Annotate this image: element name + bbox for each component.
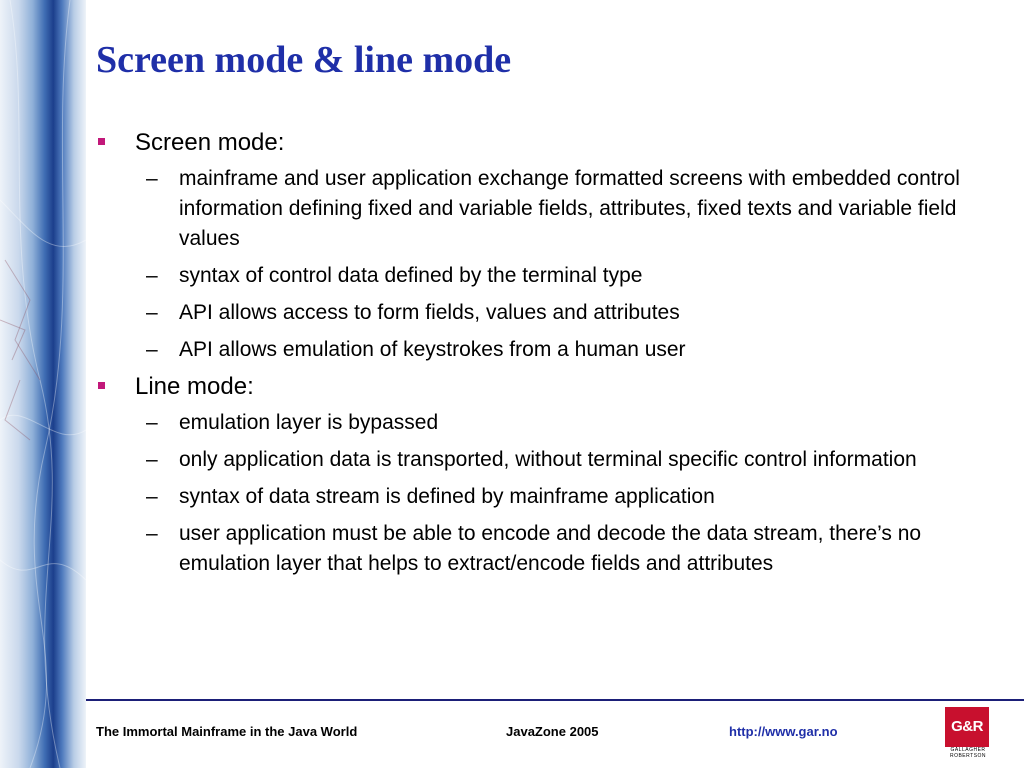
sub-bullet-text: user application must be able to encode and decode the data stream, there’s no emulation layer that helps to extract/encode fields and attributes — [179, 522, 922, 575]
bullet-line-mode — [98, 372, 998, 402]
dash-bullet: – — [146, 522, 158, 545]
slide-title: Screen mode & line mode — [96, 39, 512, 81]
sub-bullet — [98, 519, 979, 579]
sub-bullet-text: only application data is transported, without terminal specific control information — [179, 448, 917, 471]
dash-bullet: – — [146, 411, 158, 434]
sub-bullet — [98, 261, 979, 291]
sub-bullet-text: syntax of control data defined by the terminal type — [179, 264, 643, 287]
square-bullet-icon — [98, 382, 105, 389]
dash-bullet: – — [146, 485, 158, 508]
sub-bullet — [98, 408, 979, 438]
square-bullet-icon — [98, 138, 105, 145]
sub-bullet — [98, 482, 979, 512]
dash-bullet: – — [146, 448, 158, 471]
bullet-screen-mode — [98, 128, 998, 158]
sub-bullet-text: syntax of data stream is defined by mainframe application — [179, 485, 715, 508]
logo-line2: ROBERTSON — [949, 753, 987, 759]
company-logo — [945, 707, 993, 761]
sub-bullet — [98, 335, 979, 365]
footer-event: JavaZone 2005 — [506, 724, 599, 739]
bullet-heading: Line mode: — [135, 373, 254, 400]
sub-bullet-text: mainframe and user application exchange formatted screens with embedded control information defining fixed and variable fields, attributes, fixed texts and variable field values — [179, 167, 960, 250]
abstract-art-icon — [0, 0, 86, 768]
sub-bullet — [98, 164, 979, 254]
footer-link[interactable]: http://www.gar.no — [729, 724, 838, 739]
logo-mark: G&R — [945, 707, 989, 747]
footer-presentation-title: The Immortal Mainframe in the Java World — [96, 724, 358, 739]
slide-body — [98, 128, 998, 586]
dash-bullet: – — [146, 301, 158, 324]
dash-bullet: – — [146, 264, 158, 287]
sub-bullet-text: API allows emulation of keystrokes from a human user — [179, 338, 686, 361]
sub-bullet — [98, 298, 979, 328]
sub-bullet-text: API allows access to form fields, values and attributes — [179, 301, 680, 324]
sub-bullet-text: emulation layer is bypassed — [179, 411, 439, 434]
logo-line1: GALLAGHER — [950, 747, 986, 753]
sub-bullet — [98, 445, 979, 475]
dash-bullet: – — [146, 167, 158, 190]
decorative-side-panel — [0, 0, 86, 768]
dash-bullet: – — [146, 338, 158, 361]
bullet-heading: Screen mode: — [135, 129, 285, 156]
footer-divider — [86, 699, 1024, 701]
